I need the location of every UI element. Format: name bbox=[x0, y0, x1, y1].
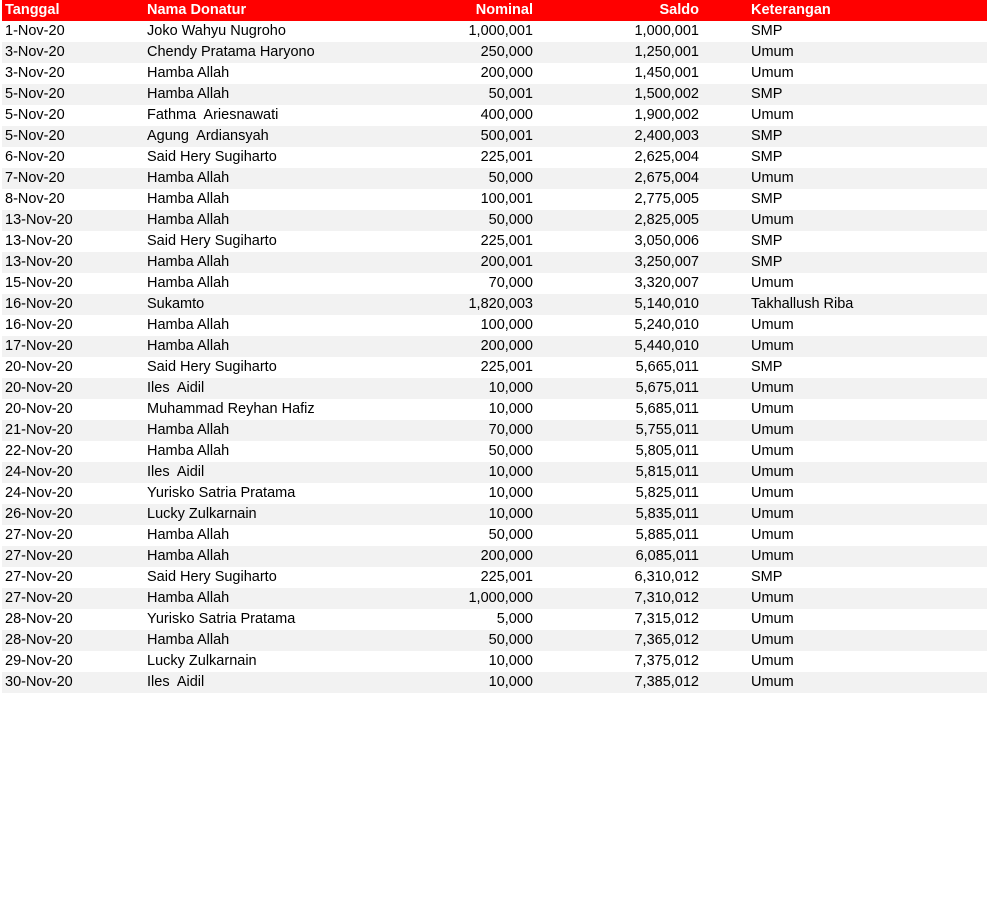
cell-saldo: 5,835,011 bbox=[635, 506, 699, 522]
cell-tanggal: 7-Nov-20 bbox=[5, 170, 65, 186]
cell-tanggal: 28-Nov-20 bbox=[5, 611, 73, 627]
cell-saldo: 3,320,007 bbox=[634, 275, 699, 291]
table-row bbox=[2, 504, 987, 525]
header-saldo: Saldo bbox=[659, 2, 699, 18]
table-row bbox=[2, 21, 987, 42]
table-row bbox=[2, 525, 987, 546]
table-row bbox=[2, 105, 987, 126]
cell-keterangan: Umum bbox=[751, 548, 794, 564]
cell-nominal: 10,000 bbox=[488, 401, 533, 417]
table-row bbox=[2, 210, 987, 231]
cell-tanggal: 8-Nov-20 bbox=[5, 191, 65, 207]
cell-nama-donatur: Yurisko Satria Pratama bbox=[147, 611, 296, 627]
cell-saldo: 5,665,011 bbox=[635, 359, 699, 375]
cell-tanggal: 21-Nov-20 bbox=[5, 422, 73, 438]
table-row bbox=[2, 441, 987, 462]
cell-keterangan: Umum bbox=[751, 44, 794, 60]
table-row bbox=[2, 546, 987, 567]
cell-nama-donatur: Lucky Zulkarnain bbox=[147, 653, 257, 669]
table-row bbox=[2, 252, 987, 273]
cell-keterangan: Umum bbox=[751, 611, 794, 627]
cell-nama-donatur: Hamba Allah bbox=[147, 527, 230, 543]
cell-keterangan: Umum bbox=[751, 464, 794, 480]
cell-keterangan: Umum bbox=[751, 674, 794, 690]
cell-keterangan: SMP bbox=[751, 569, 783, 585]
cell-nominal: 100,000 bbox=[480, 317, 533, 333]
cell-nama-donatur: Agung Ardiansyah bbox=[147, 128, 269, 144]
cell-nominal: 50,001 bbox=[488, 86, 533, 102]
cell-saldo: 7,385,012 bbox=[634, 674, 699, 690]
cell-keterangan: Umum bbox=[751, 212, 794, 228]
cell-nama-donatur: Said Hery Sugiharto bbox=[147, 359, 277, 375]
cell-saldo: 1,250,001 bbox=[634, 44, 699, 60]
cell-nama-donatur: Hamba Allah bbox=[147, 590, 230, 606]
cell-keterangan: Umum bbox=[751, 401, 794, 417]
cell-tanggal: 15-Nov-20 bbox=[5, 275, 73, 291]
cell-keterangan: Umum bbox=[751, 275, 794, 291]
cell-keterangan: Umum bbox=[751, 632, 794, 648]
table-row bbox=[2, 273, 987, 294]
cell-nominal: 200,000 bbox=[480, 338, 533, 354]
cell-nominal: 100,001 bbox=[480, 191, 533, 207]
cell-saldo: 1,450,001 bbox=[634, 65, 699, 81]
cell-saldo: 1,000,001 bbox=[634, 23, 699, 39]
table-row bbox=[2, 126, 987, 147]
table-row bbox=[2, 84, 987, 105]
cell-tanggal: 1-Nov-20 bbox=[5, 23, 65, 39]
cell-nominal: 225,001 bbox=[480, 149, 533, 165]
cell-keterangan: SMP bbox=[751, 191, 783, 207]
cell-keterangan: SMP bbox=[751, 233, 783, 249]
table-row bbox=[2, 378, 987, 399]
table-row bbox=[2, 147, 987, 168]
cell-keterangan: SMP bbox=[751, 86, 783, 102]
cell-nama-donatur: Sukamto bbox=[147, 296, 205, 312]
cell-nominal: 200,000 bbox=[480, 65, 533, 81]
cell-saldo: 5,240,010 bbox=[634, 317, 699, 333]
cell-nama-donatur: Iles Aidil bbox=[147, 674, 205, 690]
table-row bbox=[2, 231, 987, 252]
cell-keterangan: SMP bbox=[751, 254, 783, 270]
cell-tanggal: 5-Nov-20 bbox=[5, 86, 65, 102]
cell-nominal: 200,000 bbox=[480, 548, 533, 564]
cell-nama-donatur: Hamba Allah bbox=[147, 86, 230, 102]
cell-tanggal: 20-Nov-20 bbox=[5, 380, 73, 396]
cell-tanggal: 29-Nov-20 bbox=[5, 653, 73, 669]
header-keterangan: Keterangan bbox=[751, 2, 831, 18]
cell-nominal: 10,000 bbox=[488, 485, 533, 501]
donation-table bbox=[2, 0, 987, 693]
cell-nominal: 225,001 bbox=[480, 359, 533, 375]
cell-keterangan: SMP bbox=[751, 23, 783, 39]
cell-tanggal: 13-Nov-20 bbox=[5, 254, 73, 270]
cell-keterangan: Umum bbox=[751, 65, 794, 81]
cell-nominal: 200,001 bbox=[480, 254, 533, 270]
cell-nominal: 225,001 bbox=[480, 569, 533, 585]
cell-tanggal: 27-Nov-20 bbox=[5, 590, 73, 606]
cell-nominal: 1,820,003 bbox=[468, 296, 533, 312]
cell-nama-donatur: Yurisko Satria Pratama bbox=[147, 485, 296, 501]
table-row bbox=[2, 462, 987, 483]
table-row bbox=[2, 609, 987, 630]
cell-nominal: 50,000 bbox=[488, 443, 533, 459]
cell-saldo: 2,825,005 bbox=[634, 212, 699, 228]
table-row bbox=[2, 567, 987, 588]
cell-nominal: 50,000 bbox=[488, 212, 533, 228]
cell-saldo: 5,440,010 bbox=[634, 338, 699, 354]
cell-nama-donatur: Hamba Allah bbox=[147, 254, 230, 270]
cell-saldo: 2,400,003 bbox=[634, 128, 699, 144]
cell-keterangan: Umum bbox=[751, 443, 794, 459]
table-row bbox=[2, 588, 987, 609]
cell-saldo: 3,250,007 bbox=[634, 254, 699, 270]
cell-nominal: 50,000 bbox=[488, 527, 533, 543]
cell-saldo: 5,140,010 bbox=[634, 296, 699, 312]
cell-saldo: 6,310,012 bbox=[634, 569, 699, 585]
table-row bbox=[2, 336, 987, 357]
cell-keterangan: Umum bbox=[751, 338, 794, 354]
cell-tanggal: 28-Nov-20 bbox=[5, 632, 73, 648]
cell-nominal: 500,001 bbox=[480, 128, 533, 144]
cell-nominal: 1,000,000 bbox=[468, 590, 533, 606]
cell-tanggal: 26-Nov-20 bbox=[5, 506, 73, 522]
cell-keterangan: Umum bbox=[751, 422, 794, 438]
table-row bbox=[2, 420, 987, 441]
cell-nama-donatur: Hamba Allah bbox=[147, 317, 230, 333]
cell-keterangan: SMP bbox=[751, 359, 783, 375]
table-row bbox=[2, 672, 987, 693]
cell-nama-donatur: Hamba Allah bbox=[147, 422, 230, 438]
header-nominal: Nominal bbox=[475, 2, 533, 18]
cell-keterangan: Umum bbox=[751, 485, 794, 501]
cell-saldo: 2,625,004 bbox=[634, 149, 699, 165]
cell-nama-donatur: Hamba Allah bbox=[147, 191, 230, 207]
table-row bbox=[2, 651, 987, 672]
cell-saldo: 1,500,002 bbox=[634, 86, 699, 102]
cell-keterangan: Umum bbox=[751, 107, 794, 123]
cell-saldo: 7,310,012 bbox=[634, 590, 699, 606]
cell-saldo: 7,315,012 bbox=[634, 611, 699, 627]
table-row bbox=[2, 630, 987, 651]
cell-nominal: 225,001 bbox=[480, 233, 533, 249]
cell-saldo: 7,365,012 bbox=[634, 632, 699, 648]
table-row bbox=[2, 357, 987, 378]
cell-tanggal: 20-Nov-20 bbox=[5, 359, 73, 375]
cell-tanggal: 24-Nov-20 bbox=[5, 485, 73, 501]
cell-tanggal: 6-Nov-20 bbox=[5, 149, 65, 165]
cell-nominal: 250,000 bbox=[480, 44, 533, 60]
table-row bbox=[2, 42, 987, 63]
cell-nama-donatur: Chendy Pratama Haryono bbox=[147, 44, 315, 60]
cell-nominal: 1,000,001 bbox=[468, 23, 533, 39]
cell-saldo: 2,675,004 bbox=[634, 170, 699, 186]
cell-tanggal: 20-Nov-20 bbox=[5, 401, 73, 417]
cell-tanggal: 16-Nov-20 bbox=[5, 317, 73, 333]
cell-keterangan: Umum bbox=[751, 170, 794, 186]
cell-saldo: 2,775,005 bbox=[634, 191, 699, 207]
cell-saldo: 7,375,012 bbox=[634, 653, 699, 669]
cell-nama-donatur: Said Hery Sugiharto bbox=[147, 149, 277, 165]
cell-saldo: 5,885,011 bbox=[635, 527, 699, 543]
cell-keterangan: SMP bbox=[751, 128, 783, 144]
table-row bbox=[2, 168, 987, 189]
cell-nama-donatur: Hamba Allah bbox=[147, 443, 230, 459]
cell-tanggal: 5-Nov-20 bbox=[5, 107, 65, 123]
table-row bbox=[2, 315, 987, 336]
cell-nama-donatur: Iles Aidil bbox=[147, 464, 205, 480]
cell-saldo: 5,685,011 bbox=[635, 401, 699, 417]
cell-saldo: 5,675,011 bbox=[635, 380, 699, 396]
cell-nominal: 5,000 bbox=[496, 611, 533, 627]
table-row bbox=[2, 189, 987, 210]
cell-saldo: 5,805,011 bbox=[635, 443, 699, 459]
cell-tanggal: 3-Nov-20 bbox=[5, 65, 65, 81]
cell-nominal: 10,000 bbox=[488, 464, 533, 480]
cell-keterangan: Takhallush Riba bbox=[751, 296, 854, 312]
cell-tanggal: 3-Nov-20 bbox=[5, 44, 65, 60]
cell-saldo: 5,755,011 bbox=[635, 422, 699, 438]
cell-nama-donatur: Hamba Allah bbox=[147, 338, 230, 354]
cell-saldo: 1,900,002 bbox=[634, 107, 699, 123]
header-tanggal: Tanggal bbox=[5, 2, 60, 18]
cell-nominal: 70,000 bbox=[488, 275, 533, 291]
table-header-row bbox=[2, 0, 987, 21]
cell-nama-donatur: Lucky Zulkarnain bbox=[147, 506, 257, 522]
cell-saldo: 5,815,011 bbox=[635, 464, 699, 480]
cell-nama-donatur: Hamba Allah bbox=[147, 632, 230, 648]
cell-keterangan: Umum bbox=[751, 590, 794, 606]
cell-tanggal: 22-Nov-20 bbox=[5, 443, 73, 459]
cell-nama-donatur: Hamba Allah bbox=[147, 170, 230, 186]
table-row bbox=[2, 63, 987, 84]
cell-nama-donatur: Said Hery Sugiharto bbox=[147, 569, 277, 585]
cell-nama-donatur: Joko Wahyu Nugroho bbox=[147, 23, 286, 39]
cell-tanggal: 27-Nov-20 bbox=[5, 527, 73, 543]
cell-nominal: 50,000 bbox=[488, 170, 533, 186]
cell-tanggal: 30-Nov-20 bbox=[5, 674, 73, 690]
cell-nama-donatur: Said Hery Sugiharto bbox=[147, 233, 277, 249]
cell-keterangan: Umum bbox=[751, 527, 794, 543]
cell-nominal: 50,000 bbox=[488, 632, 533, 648]
cell-nominal: 10,000 bbox=[488, 380, 533, 396]
cell-tanggal: 24-Nov-20 bbox=[5, 464, 73, 480]
cell-nama-donatur: Hamba Allah bbox=[147, 548, 230, 564]
cell-nominal: 70,000 bbox=[488, 422, 533, 438]
cell-nama-donatur: Iles Aidil bbox=[147, 380, 205, 396]
cell-tanggal: 13-Nov-20 bbox=[5, 212, 73, 228]
table-body bbox=[2, 21, 987, 693]
cell-keterangan: Umum bbox=[751, 506, 794, 522]
header-nama-donatur: Nama Donatur bbox=[147, 2, 247, 18]
cell-tanggal: 16-Nov-20 bbox=[5, 296, 73, 312]
table-row bbox=[2, 399, 987, 420]
cell-tanggal: 27-Nov-20 bbox=[5, 548, 73, 564]
cell-tanggal: 5-Nov-20 bbox=[5, 128, 65, 144]
cell-nominal: 400,000 bbox=[480, 107, 533, 123]
table-row bbox=[2, 483, 987, 504]
cell-nominal: 10,000 bbox=[488, 674, 533, 690]
cell-tanggal: 17-Nov-20 bbox=[5, 338, 73, 354]
cell-nama-donatur: Fathma Ariesnawati bbox=[147, 107, 279, 123]
cell-saldo: 3,050,006 bbox=[634, 233, 699, 249]
cell-nominal: 10,000 bbox=[488, 653, 533, 669]
table-row bbox=[2, 294, 987, 315]
cell-tanggal: 27-Nov-20 bbox=[5, 569, 73, 585]
cell-keterangan: Umum bbox=[751, 653, 794, 669]
cell-keterangan: Umum bbox=[751, 317, 794, 333]
cell-nama-donatur: Hamba Allah bbox=[147, 212, 230, 228]
cell-tanggal: 13-Nov-20 bbox=[5, 233, 73, 249]
cell-saldo: 5,825,011 bbox=[635, 485, 699, 501]
cell-saldo: 6,085,011 bbox=[635, 548, 699, 564]
cell-keterangan: Umum bbox=[751, 380, 794, 396]
cell-nominal: 10,000 bbox=[488, 506, 533, 522]
cell-nama-donatur: Muhammad Reyhan Hafiz bbox=[147, 401, 315, 417]
cell-keterangan: SMP bbox=[751, 149, 783, 165]
cell-nama-donatur: Hamba Allah bbox=[147, 65, 230, 81]
cell-nama-donatur: Hamba Allah bbox=[147, 275, 230, 291]
